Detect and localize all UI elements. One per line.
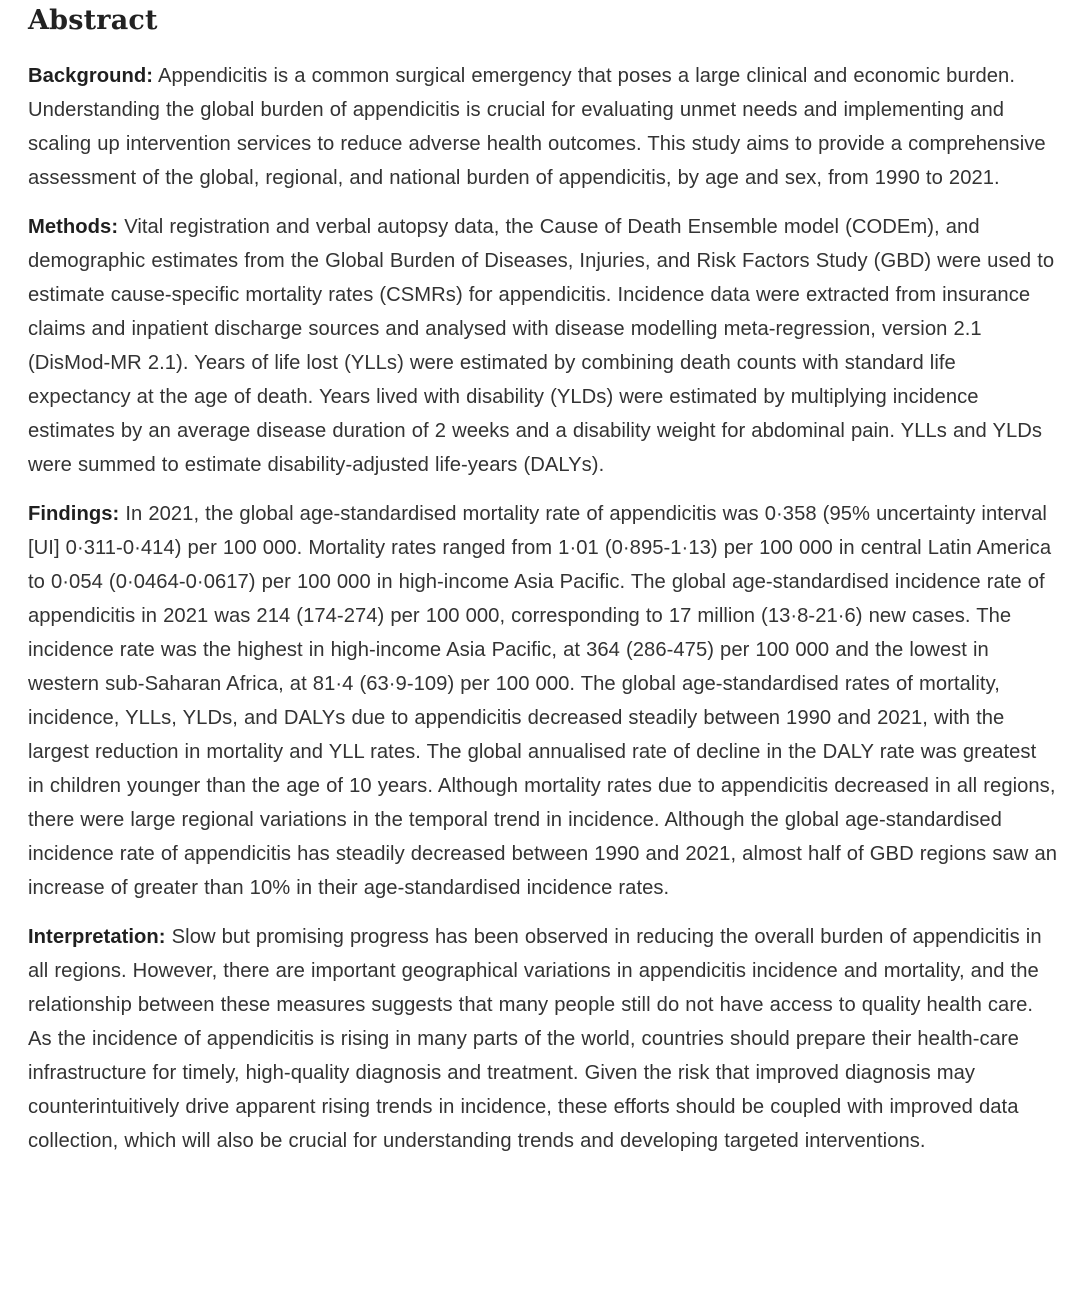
section-interpretation	[28, 920, 1058, 1158]
section-label-interpretation: Interpretation:	[28, 926, 166, 948]
section-methods	[28, 210, 1058, 482]
abstract	[28, 0, 1058, 1158]
section-text-methods: Vital registration and verbal autopsy data, the Cause of Death Ensemble model (CODEm), and demographic estimates from the Global Burden of Diseases, Injuries, and Risk Factors Study (GBD) were used to estimate cause-specific mortality rates (CSMRs) for appendicitis. Incidence data were extracted from insurance claims and inpatient discharge sources and analysed with disease modelling meta-regression, version 2.1 (DisMod-MR 2.1). Years of life lost (YLLs) were estimated by combining death counts with standard life expectancy at the age of death. Years lived with disability (YLDs) were estimated by multiplying incidence estimates by an average disease duration of 2 weeks and a disability weight for abdominal pain. YLLs and YLDs were summed to estimate disability-adjusted life-years (DALYs).	[28, 216, 1055, 476]
section-text-findings: In 2021, the global age-standardised mortality rate of appendicitis was 0·358 (95% uncertainty interval [UI] 0·311-0·414) per 100 000. Mortality rates ranged from 1·01 (0·895-1·13) per 100 000 in central Latin America to 0·054 (0·0464-0·0617) per 100 000 in high-income Asia Pacific. The global age-standardised incidence rate of appendicitis in 2021 was 214 (174-274) per 100 000, corresponding to 17 million (13·8-21·6) new cases. The incidence rate was the highest in high-income Asia Pacific, at 364 (286-475) per 100 000 and the lowest in western sub-Saharan Africa, at 81·4 (63·9-109) per 100 000. The global age-standardised rates of mortality, incidence, YLLs, YLDs, and DALYs due to appendicitis decreased steadily between 1990 and 2021, with the largest reduction in mortality and YLL rates. The global annualised rate of decline in the DALY rate was greatest in children younger than the age of 10 years. Although mortality rates due to appendicitis decreased in all regions, there were large regional variations in the temporal trend in incidence. Although the global age-standardised incidence rate of appendicitis has steadily decreased between 1990 and 2021, almost half of GBD regions saw an increase of greater than 10% in their age-standardised incidence rates.	[28, 503, 1058, 899]
section-findings	[28, 497, 1058, 905]
section-background	[28, 59, 1058, 195]
section-text-background: Appendicitis is a common surgical emergency that poses a large clinical and economic burden. Understanding the global burden of appendicitis is crucial for evaluating unmet needs and implementing and scaling up intervention services to reduce adverse health outcomes. This study aims to provide a comprehensive assessment of the global, regional, and national burden of appendicitis, by age and sex, from 1990 to 2021.	[28, 65, 1046, 189]
section-label-background: Background:	[28, 65, 154, 87]
section-label-methods: Methods:	[28, 216, 119, 238]
abstract-title: Abstract	[28, 5, 158, 36]
section-text-interpretation: Slow but promising progress has been observed in reducing the overall burden of appendicitis in all regions. However, there are important geographical variations in appendicitis incidence and mortality, and the relationship between these measures suggests that many people still do not have access to quality health care. As the incidence of appendicitis is rising in many parts of the world, countries should prepare their health-care infrastructure for timely, high-quality diagnosis and treatment. Given the risk that improved diagnosis may counterintuitively drive apparent rising trends in incidence, these efforts should be coupled with improved data collection, which will also be crucial for understanding trends and developing targeted interventions.	[28, 926, 1042, 1152]
section-label-findings: Findings:	[28, 503, 120, 525]
